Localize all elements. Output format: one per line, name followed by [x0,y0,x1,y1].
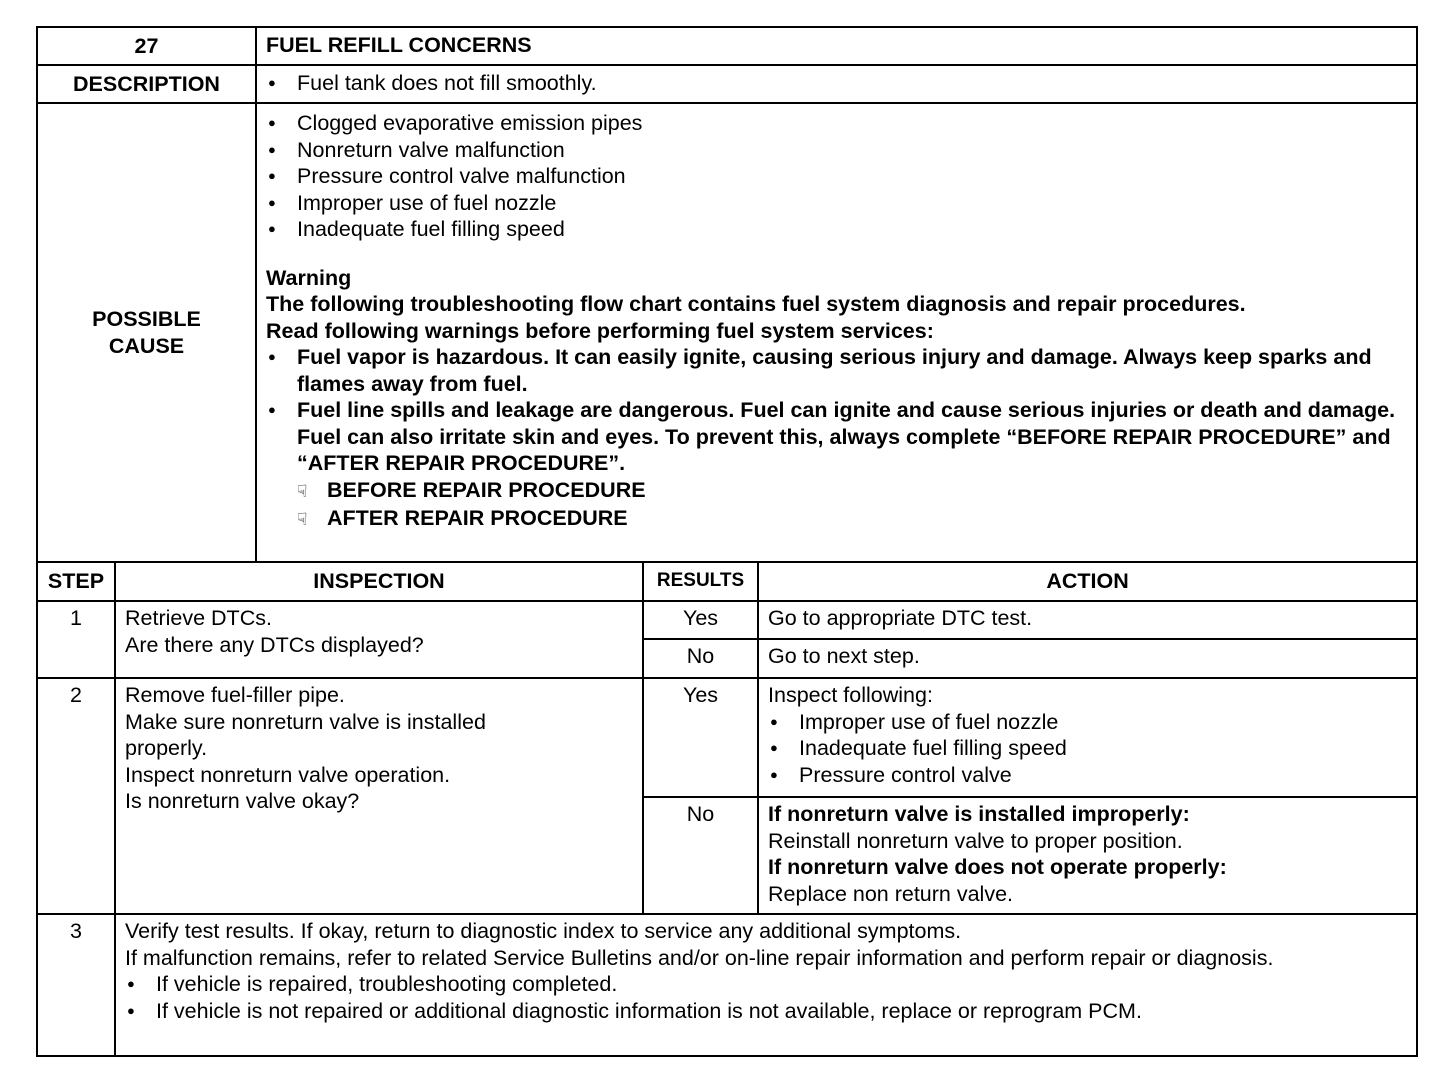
column-header-step: STEP [37,562,115,601]
possible-cause-label-line1: POSSIBLE [92,307,201,331]
warning-title: Warning [266,265,352,290]
column-header-action: ACTION [758,562,1417,601]
procedure-number: 27 [37,27,256,65]
step-2-inspection-line: Inspect nonreturn valve operation. [125,762,451,787]
possible-cause-label [37,103,256,562]
possible-cause-label-line2: CAUSE [108,333,185,358]
step-3-number: 3 [37,914,115,1056]
step-2-result-no: No [643,797,758,914]
step-1-result-no: No [643,639,758,678]
pointing-hand-icon: ☟ [297,510,308,529]
procedure-title: FUEL REFILL CONCERNS [256,27,1417,65]
step-2-action-yes-item: ● Improper use of fuel nozzle [768,709,1407,736]
step-2-inspection-line: Is nonreturn valve okay? [125,789,360,813]
column-header-results: RESULTS [643,562,758,601]
cause-item: ● Improper use of fuel nozzle [266,190,1407,217]
cause-item: ● Inadequate fuel filling speed [266,216,1407,243]
step-2-inspection-line: Make sure nonreturn valve is installed [125,709,486,734]
before-repair-link[interactable] [266,477,1407,506]
cause-list [266,110,1407,243]
step-3-line: If malfunction remains, refer to related Service Bulletins and/or on-line repair information and perform repair or diagnosis. [125,945,1274,970]
step-2-action-yes-list [768,709,1407,789]
step-2-number: 2 [37,678,115,914]
step-3-item: ● If vehicle is repaired, troubleshooting completed. [125,971,1407,998]
step-3-item: ● If vehicle is not repaired or additional diagnostic information is not available, replace or reprogram PCM. [125,998,1407,1025]
warning-item: ● Fuel vapor is hazardous. It can easily ignite, causing serious injury and damage. Always keep sparks and flames away from fuel. [266,344,1407,397]
step-2-action-yes [758,678,1417,797]
warning-item: ● Fuel line spills and leakage are dangerous. Fuel can ignite and cause serious injuries or death and damage. Fuel can also irritate skin and eyes. To prevent this, always complete “BEFORE REPAIR PROCEDURE” and “AFTER REPAIR PROCEDURE”. [266,397,1407,477]
cause-item: ● Clogged evaporative emission pipes [266,110,1407,137]
step-1-inspection-line: Retrieve DTCs. [125,606,272,630]
cause-item: ● Pressure control valve malfunction [266,163,1407,190]
column-header-inspection: INSPECTION [115,562,643,601]
warning-text-line1: The following troubleshooting flow chart contains fuel system diagnosis and repair procedures. [266,292,1246,316]
after-repair-text: AFTER REPAIR PROCEDURE [327,506,628,530]
step-2-result-yes: Yes [643,678,758,797]
step-1-result-yes: Yes [643,601,758,639]
step-2-action-yes-item: ● Inadequate fuel filling speed [768,735,1407,762]
step-3-content [115,914,1417,1056]
after-repair-link[interactable] [266,505,1407,534]
step-2-inspection [115,678,643,914]
step-2-action-yes-intro: Inspect following: [768,683,933,707]
warning-list [266,344,1407,477]
before-repair-text: BEFORE REPAIR PROCEDURE [327,477,646,502]
description-content [256,65,1417,103]
step-2-inspection-line: Remove fuel-filler pipe. [125,683,345,707]
step-3-list [125,971,1407,1024]
description-item: ● Fuel tank does not fill smoothly. [266,70,1407,97]
step-2-action-no [758,797,1417,914]
step-2-action-no-condition: If nonreturn valve is installed improperly: [768,802,1190,826]
step-1-number: 1 [37,601,115,678]
step-2-action-yes-item: ● Pressure control valve [768,762,1407,789]
troubleshooting-sheet [36,26,1416,1057]
step-1-action-yes: Go to appropriate DTC test. [758,601,1417,639]
warning-text-line2: Read following warnings before performing fuel system services: [266,318,934,343]
step-1-inspection-line: Are there any DTCs displayed? [125,632,424,657]
step-2-action-no-remedy: Replace non return valve. [768,881,1014,906]
step-1-inspection [115,601,643,678]
troubleshooting-table [36,26,1418,1057]
possible-cause-content [256,103,1417,562]
cause-item: ● Nonreturn valve malfunction [266,137,1407,164]
step-1-action-no: Go to next step. [758,639,1417,678]
step-3-line: Verify test results. If okay, return to diagnostic index to service any additional symptoms. [125,919,962,943]
pointing-hand-icon: ☟ [297,481,308,501]
step-2-action-no-condition: If nonreturn valve does not operate properly: [768,855,1227,879]
description-label: DESCRIPTION [37,65,256,103]
step-2-action-no-remedy: Reinstall nonreturn valve to proper position. [768,828,1183,853]
step-2-inspection-line: properly. [125,736,208,760]
